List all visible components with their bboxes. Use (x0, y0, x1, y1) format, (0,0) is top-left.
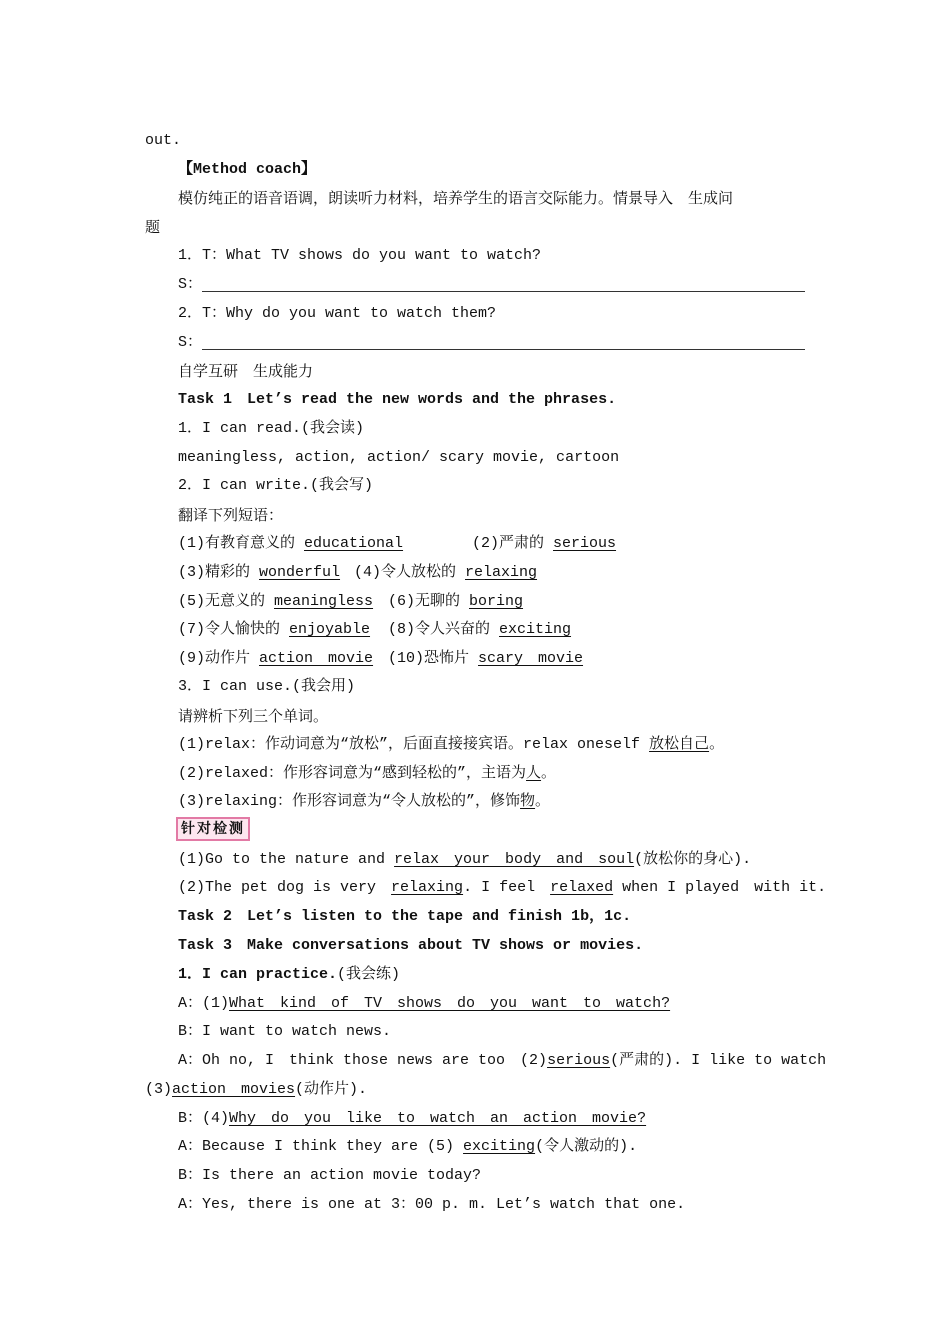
intro-paragraph: 模仿纯正的语音语调，朗读听力材料，培养学生的语言交际能力。情景导入 生成问 (178, 189, 734, 207)
check-item-1 (178, 850, 751, 870)
check-text: when I played with it. (613, 879, 827, 896)
check-text: (1)Go to the nature and (178, 851, 395, 868)
practice-note: (我会练) (337, 966, 401, 983)
dialogue-a2-cont (145, 1080, 367, 1100)
phrase-answer: action movie (259, 650, 374, 667)
question-1: 1．T：What TV shows do you want to watch? (178, 247, 542, 264)
dialogue-text: (严肃的). I like to watch (610, 1052, 827, 1069)
dialogue-b1: B：I want to watch news. (178, 1023, 392, 1040)
answer-label: S： (178, 334, 203, 351)
phrase-row-5 (178, 649, 373, 669)
phrase-prompt: (8)令人兴奋的 (388, 621, 500, 638)
phrase-row-3 (178, 592, 373, 612)
answer-label: S： (178, 276, 203, 293)
read-words: meaningless, action, action/ scary movie, cartoon (178, 449, 620, 466)
distinguish-heading: 请辨析下列三个单词。 (178, 707, 329, 725)
phrase-prompt: (7)令人愉快的 (178, 621, 290, 638)
check-answer: relaxed (550, 879, 614, 896)
answer-line-1 (178, 275, 805, 295)
phrase-item (472, 534, 616, 554)
phrase-item (354, 563, 537, 583)
phrase-answer: boring (469, 593, 524, 610)
phrase-prompt: (2)严肃的 (472, 535, 554, 552)
dialogue-text: A：(1) (178, 995, 230, 1012)
question-2: 2．T：Why do you want to watch them? (178, 305, 497, 322)
phrase-prompt: (3)精彩的 (178, 564, 260, 581)
phrase-row-2 (178, 563, 340, 583)
practice-heading (178, 965, 400, 985)
dialogue-answer: exciting (463, 1138, 536, 1155)
dialogue-text: (3) (145, 1081, 173, 1098)
explanation-answer: 人 (526, 765, 542, 782)
phrase-item (388, 649, 583, 669)
text-fragment: out. (145, 132, 182, 149)
phrase-answer: meaningless (274, 593, 374, 610)
task-1-heading: Task 1 Let’s read the new words and the phrases. (178, 391, 617, 408)
phrase-item (388, 592, 523, 612)
phrase-row-1 (178, 534, 403, 554)
phrase-answer: exciting (499, 621, 572, 638)
dialogue-b3: B：Is there an action movie today? (178, 1167, 482, 1184)
dialogue-text: (动作片). (295, 1081, 368, 1098)
check-badge: 针对检测 (176, 817, 250, 841)
write-heading: 2．I can write.(我会写) (178, 477, 374, 494)
dialogue-b2 (178, 1109, 646, 1129)
dialogue-answer: What kind of TV shows do you want to watch? (229, 995, 671, 1012)
dialogue-a2 (178, 1051, 826, 1071)
phrase-item (388, 620, 571, 640)
dialogue-a3 (178, 1137, 637, 1157)
phrase-answer: relaxing (465, 564, 538, 581)
dialogue-answer: Why do you like to watch an action movie? (229, 1110, 647, 1127)
check-answer: relax your body and soul (394, 851, 635, 868)
phrase-prompt: (5)无意义的 (178, 593, 275, 610)
phrase-prompt: (6)无聊的 (388, 593, 470, 610)
dialogue-a1 (178, 994, 670, 1014)
phrase-answer: enjoyable (289, 621, 371, 638)
dialogue-answer: serious (547, 1052, 611, 1069)
relax-explanation (178, 735, 724, 755)
translate-heading: 翻译下列短语： (178, 506, 284, 524)
check-answer: relaxing (391, 879, 464, 896)
intro-paragraph-end: 题 (145, 218, 161, 236)
use-heading: 3．I can use.(我会用) (178, 678, 356, 695)
explanation-answer: 物 (520, 793, 536, 810)
check-text: . I feel (463, 879, 551, 896)
explanation-text: (2)relaxed：作形容词意为“感到轻松的”，主语为 (178, 765, 527, 782)
explanation-end: 。 (709, 736, 725, 753)
phrase-answer: educational (304, 535, 404, 552)
explanation-text: (1)relax：作动词意为“放松”，后面直接接宾语。relax oneself (178, 736, 650, 753)
dialogue-answer: action movies (172, 1081, 296, 1098)
phrase-answer: serious (553, 535, 617, 552)
task-2-heading: Task 2 Let’s listen to the tape and finish 1b，1c. (178, 908, 632, 925)
dialogue-text: B：(4) (178, 1110, 230, 1127)
relaxing-explanation (178, 792, 550, 812)
check-text: (2)The pet dog is very (178, 879, 392, 896)
dialogue-text: A：Because I think they are (5) (178, 1138, 464, 1155)
phrase-prompt: (10)恐怖片 (388, 650, 479, 667)
practice-title: 1．I can practice. (178, 966, 338, 983)
section-heading: 自学互研 生成能力 (178, 362, 314, 380)
dialogue-a4: A：Yes, there is one at 3：00 p. m. Let’s watch that one. (178, 1196, 686, 1213)
explanation-text: (3)relaxing：作形容词意为“令人放松的”，修饰 (178, 793, 521, 810)
check-text: (放松你的身心). (634, 851, 752, 868)
phrase-prompt: (1)有教育意义的 (178, 535, 305, 552)
explanation-end: 。 (535, 793, 551, 810)
relaxed-explanation (178, 764, 556, 784)
dialogue-text: (令人激动的). (535, 1138, 638, 1155)
dialogue-text: A：Oh no, I think those news are too (2) (178, 1052, 548, 1069)
task-3-heading: Task 3 Make conversations about TV shows or movies. (178, 937, 644, 954)
check-item-2 (178, 878, 826, 898)
method-coach-heading: 【Method coach】 (178, 161, 317, 178)
explanation-end: 。 (541, 765, 557, 782)
phrase-answer: wonderful (259, 564, 341, 581)
explanation-answer: 放松自己 (649, 736, 710, 753)
answer-line-2 (178, 333, 805, 353)
phrase-prompt: (9)动作片 (178, 650, 260, 667)
read-heading: 1．I can read.(我会读) (178, 420, 365, 437)
phrase-prompt: (4)令人放松的 (354, 564, 466, 581)
answer-blank[interactable] (202, 290, 805, 292)
phrase-answer: scary movie (478, 650, 584, 667)
answer-blank[interactable] (202, 348, 805, 350)
phrase-row-4 (178, 620, 370, 640)
